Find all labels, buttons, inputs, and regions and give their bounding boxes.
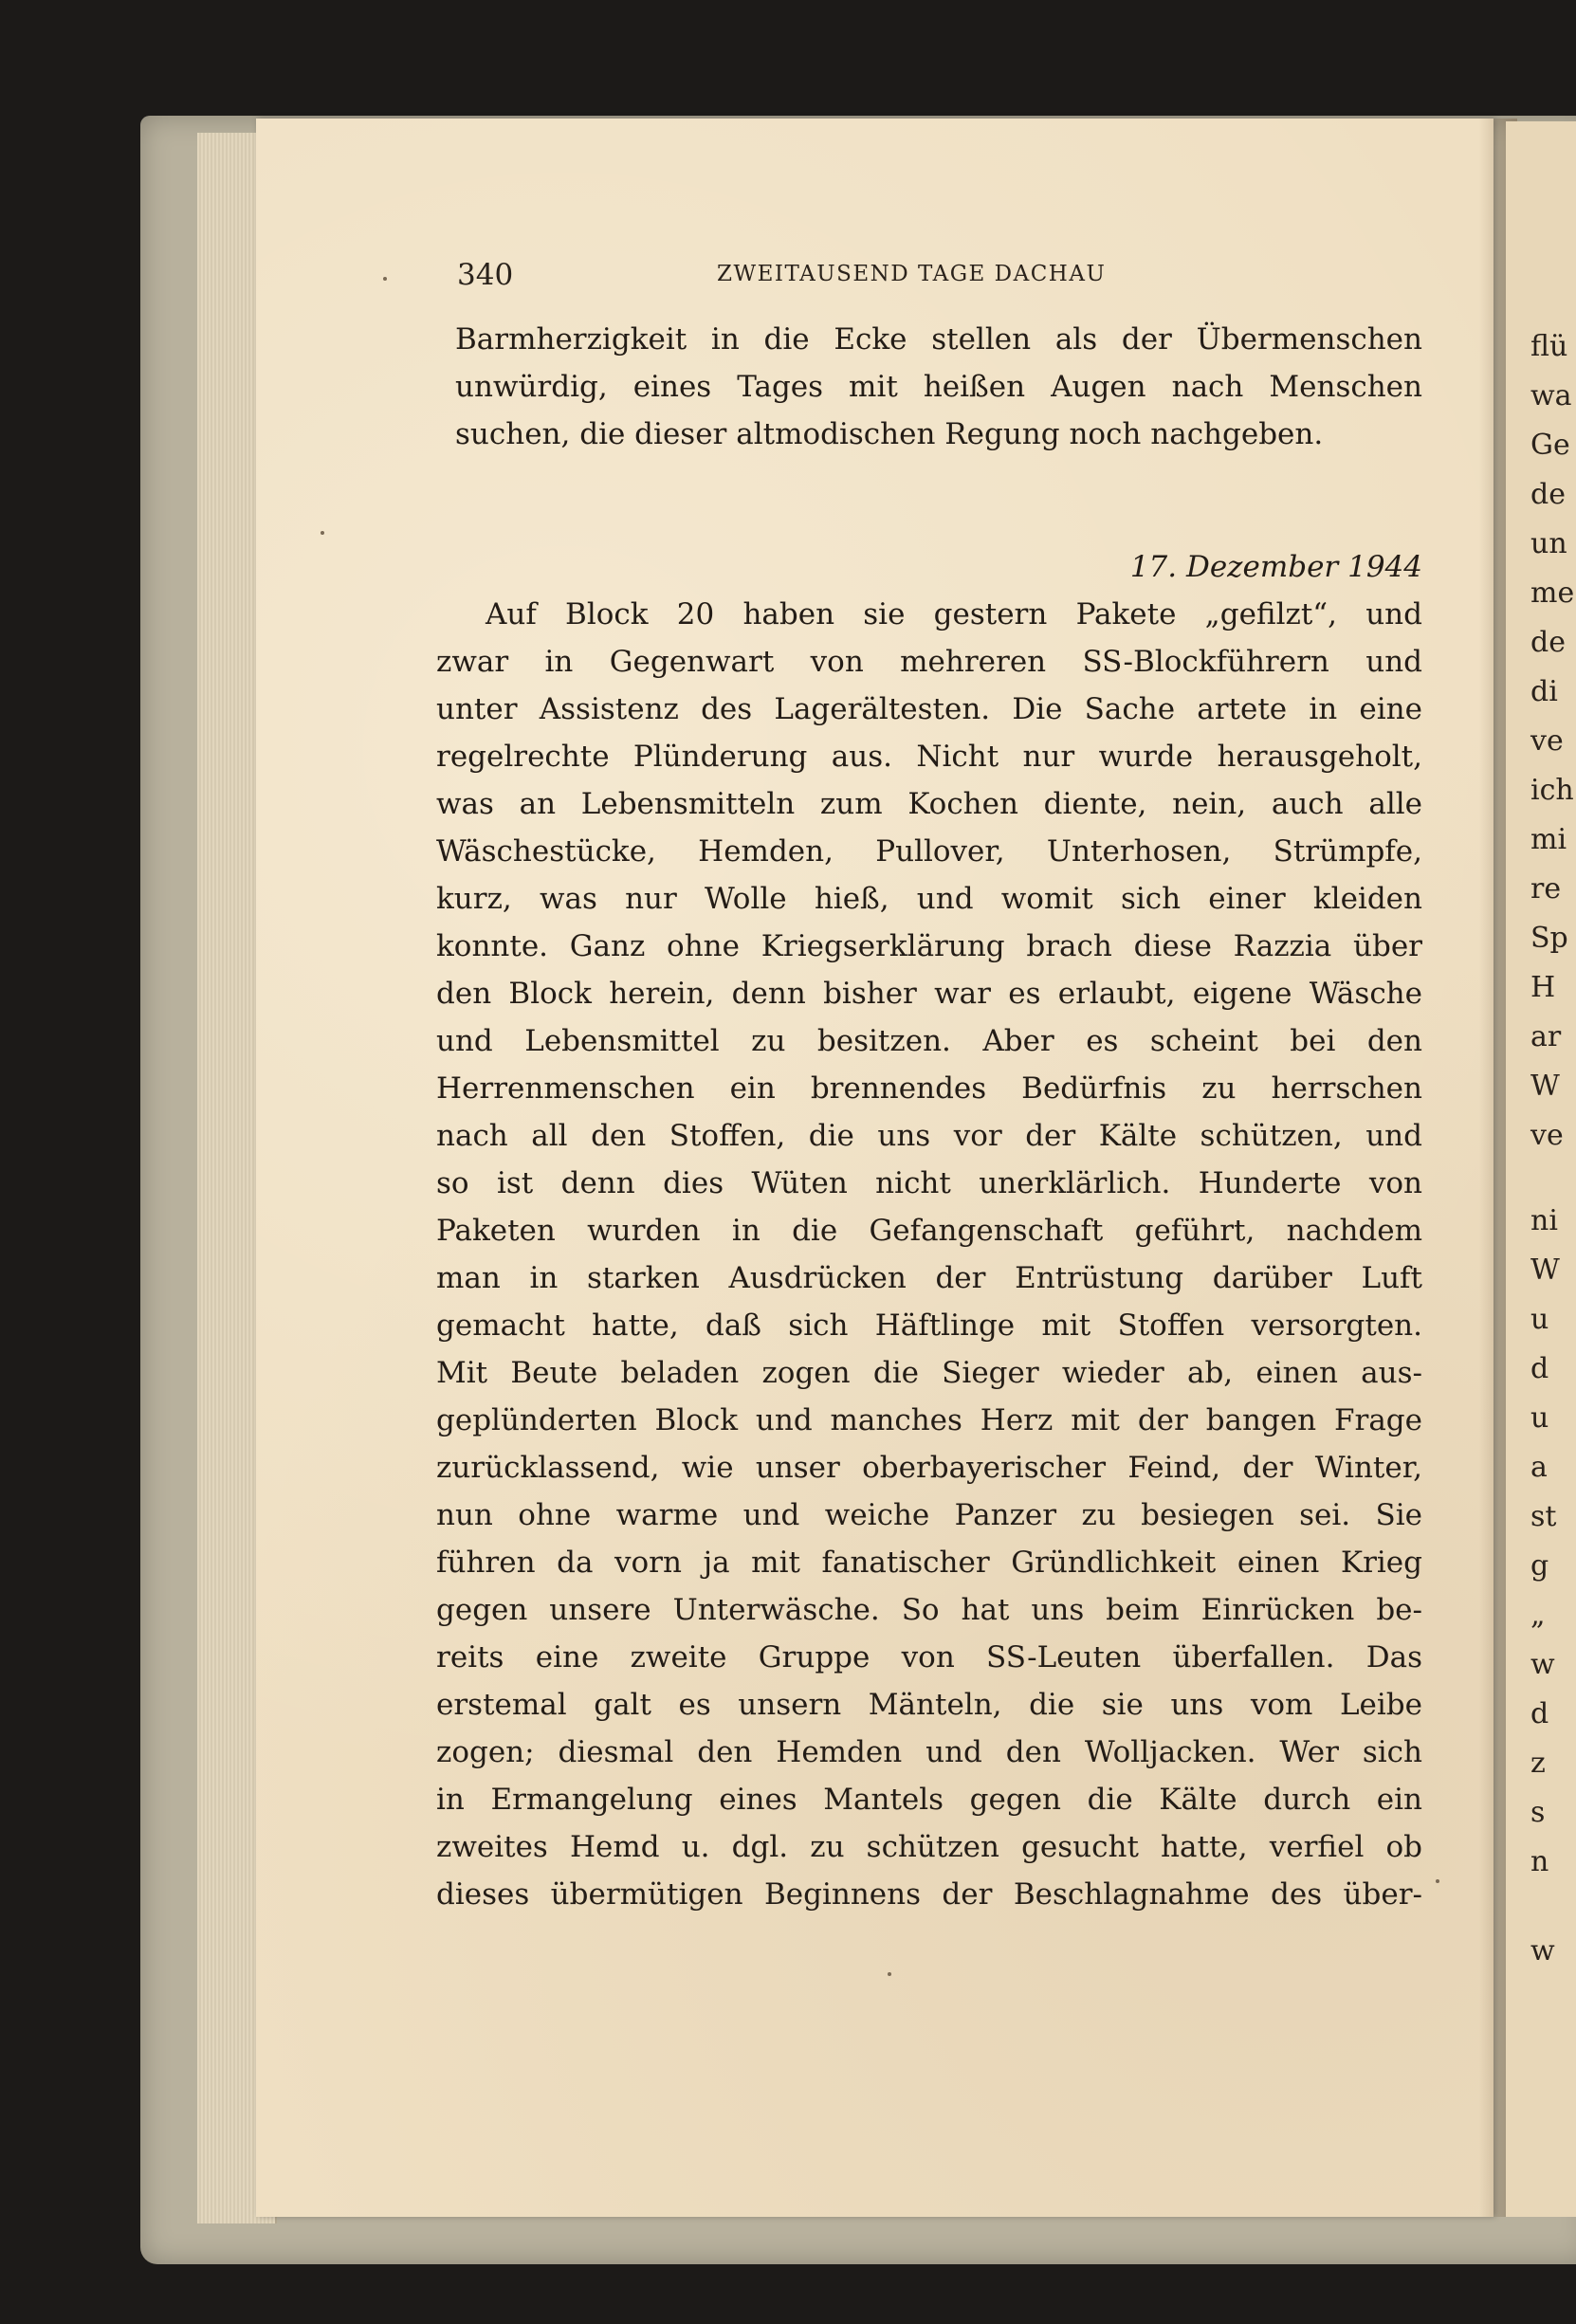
text-line: Wäschestücke, Hemden, Pullover, Unterhosen, Strümpfe, xyxy=(436,834,1422,869)
facing-page-fragment: ve xyxy=(1530,1119,1564,1152)
continued-paragraph xyxy=(455,316,1422,458)
facing-page-fragment: W xyxy=(1530,1070,1560,1103)
facing-page-fragment: Sp xyxy=(1530,922,1568,955)
text-line: zogen; diesmal den Hemden und den Wolljacken. Wer sich xyxy=(436,1735,1422,1769)
facing-page-fragment: mi xyxy=(1530,823,1567,856)
text-line: unwürdig, eines Tages mit heißen Augen nach Menschen xyxy=(455,370,1422,404)
facing-page-fragment: ar xyxy=(1530,1020,1562,1053)
text-line: in Ermangelung eines Mantels gegen die Kälte durch ein xyxy=(436,1783,1422,1817)
text-line: reits eine zweite Gruppe von SS-Leuten überfallen. Das xyxy=(436,1640,1422,1674)
text-line: Mit Beute beladen zogen die Sieger wieder ab, einen aus- xyxy=(436,1356,1422,1390)
facing-page-fragment: de xyxy=(1530,626,1566,659)
facing-page-fragment: s xyxy=(1530,1796,1546,1829)
facing-page-fragment: w xyxy=(1530,1934,1555,1967)
running-header xyxy=(457,256,1424,294)
page-number: 340 xyxy=(457,258,514,292)
running-title: ZWEITAUSEND TAGE DACHAU xyxy=(717,262,1107,286)
text-line: führen da vorn ja mit fanatischer Gründlichkeit einen Krieg xyxy=(436,1546,1422,1580)
facing-page-fragment: u xyxy=(1530,1303,1549,1336)
text-line: was an Lebensmitteln zum Kochen diente, nein, auch alle xyxy=(436,787,1422,821)
text-line: man in starken Ausdrücken der Entrüstung darüber Luft xyxy=(436,1261,1422,1295)
text-line: Auf Block 20 haben sie gestern Pakete „gefilzt“, und xyxy=(486,597,1422,631)
paper-speck xyxy=(321,531,324,535)
text-line: zurücklassend, wie unser oberbayerischer Feind, der Winter, xyxy=(436,1451,1422,1485)
facing-page-fragment: ni xyxy=(1530,1204,1558,1237)
facing-page-fragment: di xyxy=(1530,675,1558,708)
facing-page-edge xyxy=(1506,121,1576,2217)
text-line: geplünderten Block und manches Herz mit der bangen Frage xyxy=(436,1403,1422,1437)
facing-page-fragment: re xyxy=(1530,872,1562,906)
text-line: konnte. Ganz ohne Kriegserklärung brach diese Razzia über xyxy=(436,929,1422,963)
facing-page-fragment: me xyxy=(1530,576,1575,610)
facing-page-fragment: wa xyxy=(1530,379,1572,412)
text-line: Herrenmenschen ein brennendes Bedürfnis zu herrschen xyxy=(436,1071,1422,1106)
facing-page-fragment: ich xyxy=(1530,774,1574,807)
facing-page-fragment: w xyxy=(1530,1648,1555,1681)
facing-page-fragment: st xyxy=(1530,1500,1557,1533)
text-line: zwar in Gegenwart von mehreren SS-Blockführern und xyxy=(436,645,1422,679)
text-line: nach all den Stoffen, die uns vor der Kälte schützen, und xyxy=(436,1119,1422,1153)
text-line: Barmherzigkeit in die Ecke stellen als der Übermenschen xyxy=(455,322,1422,357)
text-line: suchen, die dieser altmodischen Regung noch nachgeben. xyxy=(455,417,1324,451)
diary-entry-date: 17. Dezember 1944 xyxy=(1129,550,1422,584)
paper-speck xyxy=(888,1972,891,1976)
facing-page-fragment: ve xyxy=(1530,724,1564,758)
facing-page-fragment: W xyxy=(1530,1253,1560,1287)
text-line: gegen unsere Unterwäsche. So hat uns beim Einrücken be- xyxy=(436,1593,1422,1627)
paper-speck xyxy=(1436,1879,1439,1883)
facing-page-fragment: a xyxy=(1530,1451,1548,1484)
facing-page-fragment: flü xyxy=(1530,330,1568,363)
facing-page-fragment: de xyxy=(1530,478,1566,511)
text-line: und Lebensmittel zu besitzen. Aber es scheint bei den xyxy=(436,1024,1422,1058)
facing-page-fragment: H xyxy=(1530,971,1556,1004)
text-line: zweites Hemd u. dgl. zu schützen gesucht hatte, verfiel ob xyxy=(436,1830,1422,1864)
facing-page-fragment: n xyxy=(1530,1845,1549,1878)
facing-page-fragment: „ xyxy=(1530,1599,1546,1632)
page-body xyxy=(436,316,1422,1918)
facing-page-fragment: u xyxy=(1530,1401,1549,1435)
text-line: regelrechte Plünderung aus. Nicht nur wurde herausgeholt, xyxy=(436,740,1422,774)
paper-speck xyxy=(383,277,387,281)
text-line: unter Assistenz des Lagerältesten. Die Sache artete in eine xyxy=(436,692,1422,726)
text-line: gemacht hatte, daß sich Häftlinge mit Stoffen versorgten. xyxy=(436,1308,1422,1343)
facing-page-fragment: un xyxy=(1530,527,1567,560)
text-line: nun ohne warme und weiche Panzer zu besiegen sei. Sie xyxy=(436,1498,1422,1532)
facing-page-fragment: g xyxy=(1530,1549,1549,1583)
facing-page-fragment: Ge xyxy=(1530,429,1570,462)
facing-page-fragment: d xyxy=(1530,1352,1549,1385)
facing-page-fragment: z xyxy=(1530,1747,1546,1780)
facing-page-fragment: d xyxy=(1530,1697,1549,1730)
text-line: erstemal galt es unsern Mänteln, die sie uns vom Leibe xyxy=(436,1688,1422,1722)
text-line: kurz, was nur Wolle hieß, und womit sich einer kleiden xyxy=(436,882,1422,916)
text-line: Paketen wurden in die Gefangenschaft geführt, nachdem xyxy=(436,1214,1422,1248)
diary-entry-paragraph xyxy=(436,591,1422,1918)
text-line: den Block herein, denn bisher war es erlaubt, eigene Wäsche xyxy=(436,977,1422,1011)
text-line: so ist denn dies Wüten nicht unerklärlich. Hunderte von xyxy=(436,1166,1422,1200)
text-line: dieses übermütigen Beginnens der Beschlagnahme des über- xyxy=(436,1877,1422,1912)
